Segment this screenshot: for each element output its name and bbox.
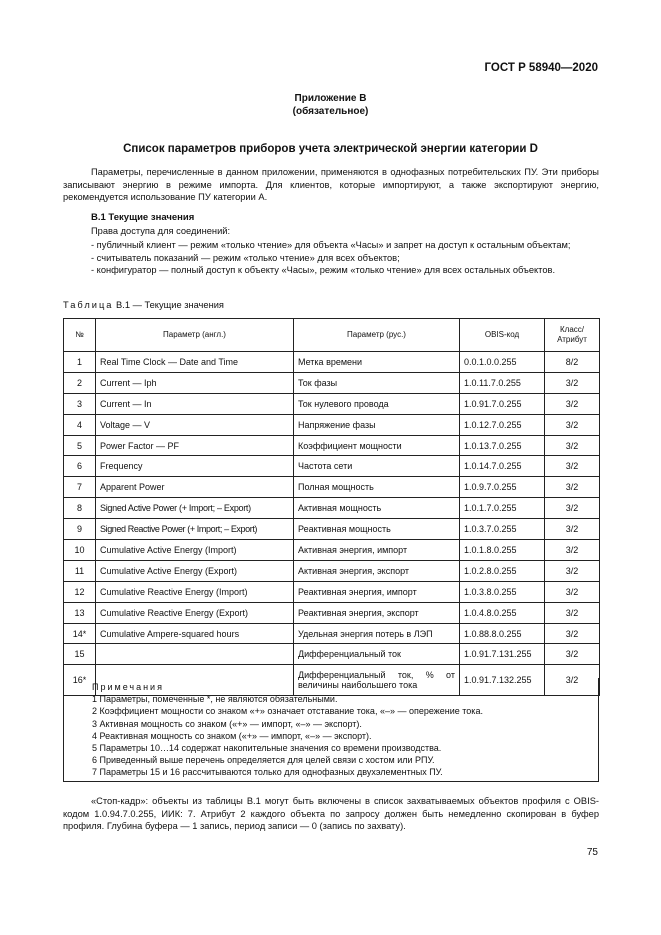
cell-obis: 1.0.91.7.132.255 [460,665,545,696]
cell-attr: 3/2 [545,644,600,665]
cell-attr: 3/2 [545,477,600,498]
cell-attr: 3/2 [545,560,600,581]
cell-ru: Ток нулевого провода [294,393,460,414]
header-param-en: Параметр (англ.) [96,319,294,352]
intro-paragraph: Параметры, перечисленные в данном приложении, применяются в однофазных потребительских ПУ. Эти приборы записывают энергию в режиме импорта. Для клиентов, которые импортируют, а также экспортируют энергию, рекомендуется использование ПУ категории А. [63,167,599,203]
table-row [64,602,600,623]
cell-ru: Реактивная энергия, импорт [294,581,460,602]
cell-en: Signed Active Power (+ Import; – Export) [96,498,294,519]
cell-en: Real Time Clock — Date and Time [96,352,294,373]
cell-num: 7 [64,477,96,498]
page-number: 75 [586,847,598,858]
table-row [64,352,600,373]
table-row [64,540,600,561]
cell-num: 15 [64,644,96,665]
access-list [63,239,599,277]
cell-attr: 8/2 [545,352,600,373]
cell-num: 13 [64,602,96,623]
cell-obis: 1.0.13.7.0.255 [460,435,545,456]
standard-code: ГОСТ Р 58940—2020 [484,62,598,74]
table-row [64,581,600,602]
cell-attr: 3/2 [545,540,600,561]
cell-obis: 1.0.14.7.0.255 [460,456,545,477]
cell-num: 12 [64,581,96,602]
table-row [64,414,600,435]
cell-obis: 1.0.91.7.131.255 [460,644,545,665]
cell-en: Voltage — V [96,414,294,435]
cell-ru: Активная энергия, экспорт [294,560,460,581]
appendix-heading [0,92,661,118]
cell-ru: Удельная энергия потерь в ЛЭП [294,623,460,644]
cell-attr: 3/2 [545,519,600,540]
cell-en: Cumulative Reactive Energy (Import) [96,581,294,602]
access-item: - считыватель показаний — режим «только чтение» для всех объектов; [91,252,400,263]
cell-attr: 3/2 [545,414,600,435]
cell-en: Cumulative Ampere-squared hours [96,623,294,644]
cell-obis: 1.0.88.8.0.255 [460,623,545,644]
cell-attr: 3/2 [545,602,600,623]
access-heading: Права доступа для соединений: [91,226,231,236]
cell-num: 3 [64,393,96,414]
cell-ru: Активная мощность [294,498,460,519]
cell-en: Power Factor — PF [96,435,294,456]
cell-num: 5 [64,435,96,456]
cell-ru: Активная энергия, импорт [294,540,460,561]
note-item: 2 Коэффициент мощности со знаком «+» означает отставание тока, «–» — опережение тока. [92,706,483,717]
appendix-title: Приложение В [294,93,367,104]
table-header-row [64,319,600,352]
cell-num: 6 [64,456,96,477]
cell-en: Signed Reactive Power (+ Import; – Export) [96,519,294,540]
cell-en: Current — Iph [96,372,294,393]
cell-attr: 3/2 [545,372,600,393]
access-item: - публичный клиент — режим «только чтение» для объекта «Часы» и запрет на доступ к остальным объектам; [91,240,571,250]
cell-num: 9 [64,519,96,540]
cell-obis: 1.0.11.7.0.255 [460,372,545,393]
table-caption-rest: В.1 — Текущие значения [113,300,224,310]
cell-ru: Напряжение фазы [294,414,460,435]
cell-attr: 3/2 [545,393,600,414]
cell-obis: 1.0.2.8.0.255 [460,560,545,581]
table-row [64,623,600,644]
cell-ru: Реактивная мощность [294,519,460,540]
cell-num: 1 [64,352,96,373]
table-row [64,393,600,414]
appendix-status: (обязательное) [292,106,369,117]
cell-attr: 3/2 [545,435,600,456]
cell-num: 8 [64,498,96,519]
cell-ru: Дифференциальный ток, % от величины наибольшего тока [294,665,460,696]
cell-num: 10 [64,540,96,561]
cell-obis: 1.0.1.7.0.255 [460,498,545,519]
cell-ru: Ток фазы [294,372,460,393]
cell-ru: Полная мощность [294,477,460,498]
cell-num: 14* [64,623,96,644]
header-param-ru: Параметр (рус.) [294,319,460,352]
cell-num: 4 [64,414,96,435]
cell-en: Cumulative Active Energy (Export) [96,560,294,581]
cell-obis: 1.0.1.8.0.255 [460,540,545,561]
cell-en: Apparent Power [96,477,294,498]
table-caption [63,300,224,310]
note-item: 1 Параметры, помеченные *, не являются обязательными. [92,694,338,705]
access-item: - конфигуратор — полный доступ к объекту «Часы», режим «только чтение» для всех остальных объектов. [91,265,556,276]
cell-ru: Реактивная энергия, экспорт [294,602,460,623]
notes-title: Примечания [92,682,164,692]
cell-en: Cumulative Active Energy (Import) [96,540,294,561]
table-caption-word: Таблица [63,300,114,310]
cell-attr: 3/2 [545,623,600,644]
note-item: 4 Реактивная мощность со знаком («+» — импорт, «–» — экспорт). [92,730,372,741]
cell-ru: Метка времени [294,352,460,373]
table-row [64,560,600,581]
cell-ru: Коэффициент мощности [294,435,460,456]
header-obis: OBIS-код [460,319,545,352]
cell-attr: 3/2 [545,456,600,477]
cell-attr: 3/2 [545,665,600,696]
cell-obis: 1.0.12.7.0.255 [460,414,545,435]
cell-num: 11 [64,560,96,581]
table-row [64,498,600,519]
cell-ru: Дифференциальный ток [294,644,460,665]
cell-obis: 0.0.1.0.0.255 [460,352,545,373]
cell-en: Cumulative Reactive Energy (Export) [96,602,294,623]
cell-obis: 1.0.4.8.0.255 [460,602,545,623]
table-row [64,477,600,498]
table-row [64,644,600,665]
section-title: В.1 Текущие значения [91,212,195,223]
header-num: № [64,319,96,352]
document-title: Список параметров приборов учета электрической энергии категории D [123,143,538,155]
cell-en [96,644,294,665]
cell-obis: 1.0.3.7.0.255 [460,519,545,540]
cell-en: Frequency [96,456,294,477]
cell-attr: 3/2 [545,498,600,519]
header-class-attr: Класс/ Атрибут [545,319,600,352]
cell-num: 16* [64,665,96,696]
table-row [64,456,600,477]
note-item: 6 Приведенный выше перечень определяется для целей связи с хостом или РПУ. [92,755,435,766]
parameters-table [63,318,600,696]
note-item: 5 Параметры 10…14 содержат накопительные значения со времени производства. [92,743,442,754]
cell-en: Current — In [96,393,294,414]
table-row [64,519,600,540]
note-item: 7 Параметры 15 и 16 рассчитываются только для однофазных двухэлементных ПУ. [92,767,443,778]
cell-obis: 1.0.3.8.0.255 [460,581,545,602]
cell-obis: 1.0.9.7.0.255 [460,477,545,498]
table-row [64,372,600,393]
note-item: 3 Активная мощность со знаком («+» — импорт, «–» — экспорт). [92,718,362,729]
cell-obis: 1.0.91.7.0.255 [460,393,545,414]
cell-attr: 3/2 [545,581,600,602]
cell-num: 2 [64,372,96,393]
table-row [64,435,600,456]
cell-ru: Частота сети [294,456,460,477]
snapshot-paragraph: «Стоп-кадр»: объекты из таблицы В.1 могут быть включены в список захватываемых объектов профиля с OBIS-кодом 1.0.94.7.0.255, ИИК: 7. Атрибут 2 каждого объекта по запросу должен быть немедленно скопирован в буфер профиля. Глубина буфера — 1 запись, период записи — 0 (запись по захвату). [63,796,599,832]
table-notes [63,678,599,782]
